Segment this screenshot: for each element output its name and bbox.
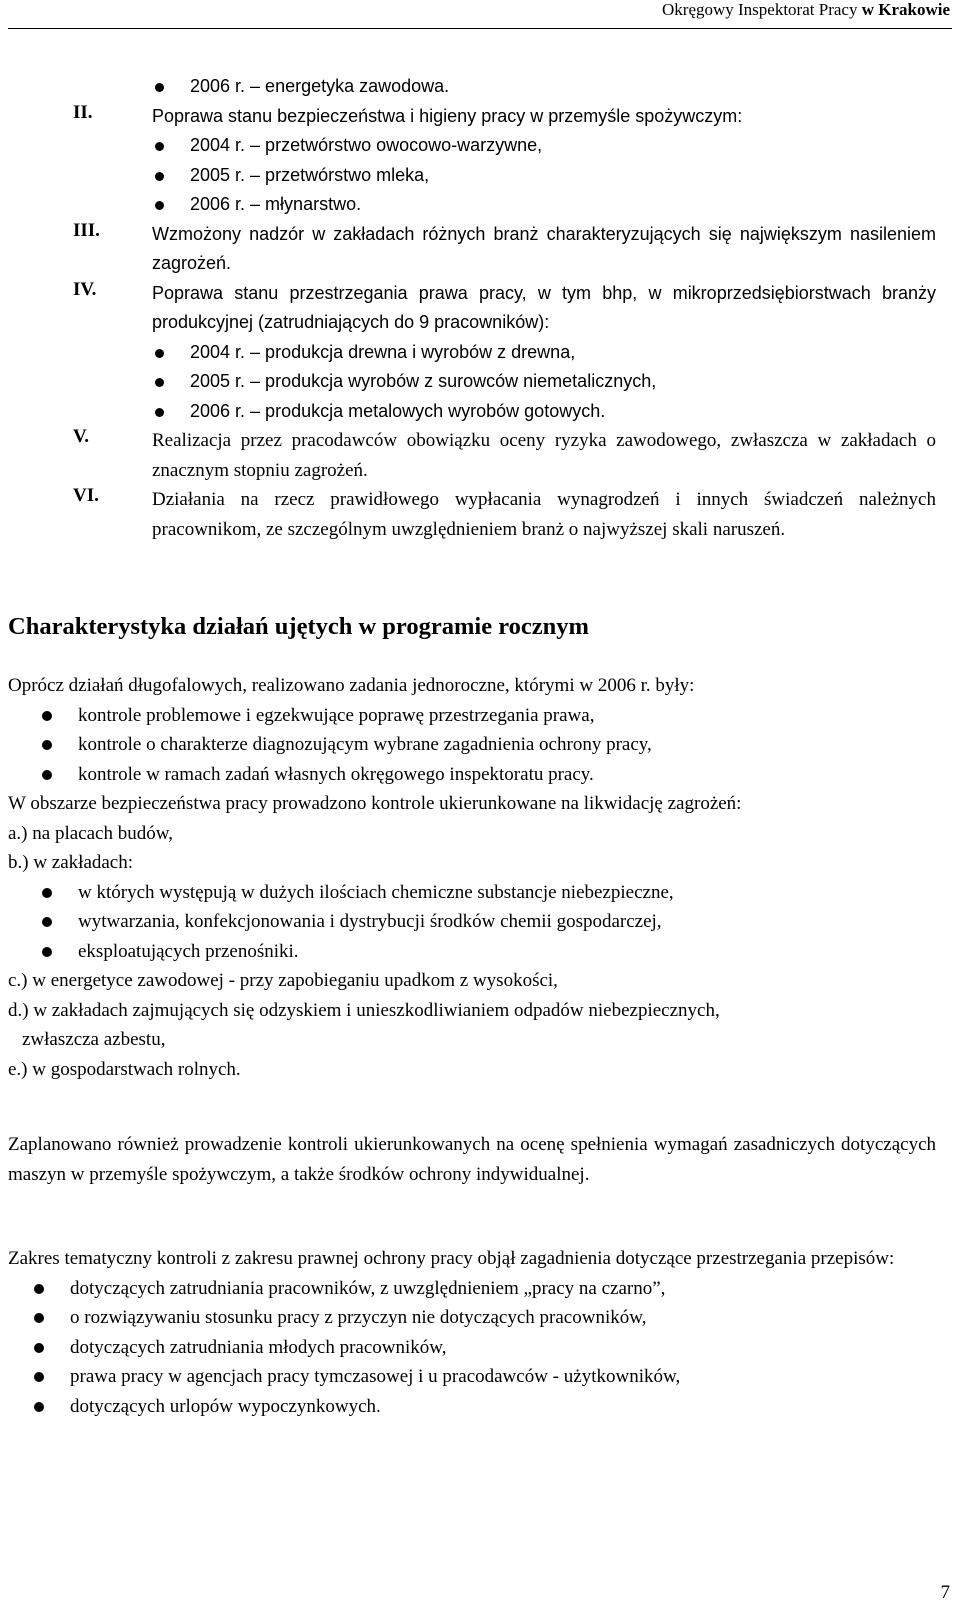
priority-item [0, 426, 960, 485]
planned-section [8, 1130, 936, 1189]
scope-section [8, 1244, 936, 1421]
item-d-continuation: zwłaszcza azbestu, [22, 1029, 166, 1050]
header-city: w Krakowie [861, 0, 950, 19]
priority-item [0, 72, 960, 102]
list-item: kontrole o charakterze diagnozującym wybrane zagadnienia ochrony pracy, [8, 730, 936, 760]
list-item: 2006 r. – młynarstwo. [152, 190, 936, 220]
priority-text: Poprawa stanu bezpieczeństwa i higieny pracy w przemyśle spożywczym: [152, 105, 743, 126]
list-item: kontrole w ramach zadań własnych okręgowego inspektoratu pracy. [8, 760, 936, 790]
b-bullet-list [8, 878, 936, 967]
priority-text: Poprawa stanu przestrzegania prawa pracy, w tym bhp, w mikroprzedsiębiorstwach branży produkcyjnej (zatrudniających do 9 pracowników): [152, 282, 936, 332]
list-item: kontrole problemowe i egzekwujące poprawę przestrzegania prawa, [8, 701, 936, 731]
safety-paragraph: W obszarze bezpieczeństwa pracy prowadzono kontrole ukierunkowane na likwidację zagrożeń: [8, 793, 742, 814]
list-item: wytwarzania, konfekcjonowania i dystrybucji środków chemii gospodarczej, [8, 907, 936, 937]
priority-list [0, 72, 960, 544]
item-d: d.) w zakładach zajmujących się odzyskiem i unieszkodliwianiem odpadów niebezpiecznych, [8, 999, 720, 1021]
priority-number: II. [73, 101, 93, 123]
list-item: prawa pracy w agencjach pracy tymczasowej i u pracodawców - użytkowników, [8, 1362, 936, 1392]
section-body [8, 671, 936, 1084]
scope-paragraph: Zakres tematyczny kontroli z zakresu prawnej ochrony pracy objął zagadnienia dotyczące przestrzegania przepisów: [8, 1248, 895, 1269]
header-rule [8, 28, 952, 29]
priority-number: VI. [73, 485, 99, 506]
priority-bullet-list [152, 131, 936, 220]
list-item: dotyczących urlopów wypoczynkowych. [8, 1392, 936, 1422]
priority-text: Działania na rzecz prawidłowego wypłacania wynagrodzeń i innych świadczeń należnych pracownikom, ze szczególnym uwzględnieniem branż o najwyższej skali naruszeń. [152, 489, 936, 540]
item-b: b.) w zakładach: [8, 852, 134, 873]
priority-item [0, 102, 960, 220]
priority-bullet-list [152, 72, 936, 102]
list-item: 2005 r. – przetwórstwo mleka, [152, 161, 936, 191]
list-item: 2004 r. – przetwórstwo owocowo-warzywne, [152, 131, 936, 161]
header-org: Okręgowy Inspektorat Pracy [662, 0, 862, 19]
list-item: 2005 r. – produkcja wyrobów z surowców niemetalicznych, [152, 367, 936, 397]
planned-paragraph: Zaplanowano również prowadzenie kontroli ukierunkowanych na ocenę spełnienia wymagań zasadniczych dotyczących maszyn w przemyśle spożywczym, a także środków ochrony indywidualnej. [8, 1134, 936, 1185]
priority-item [0, 485, 960, 544]
list-item: w których występują w dużych ilościach chemiczne substancje niebezpieczne, [8, 878, 936, 908]
section-heading: Charakterystyka działań ujętych w programie rocznym [8, 613, 589, 640]
priority-number: IV. [73, 278, 97, 300]
list-item: dotyczących zatrudniania młodych pracowników, [8, 1333, 936, 1363]
list-item: dotyczących zatrudniania pracowników, z uwzględnieniem „pracy na czarno”, [8, 1274, 936, 1304]
priority-item [0, 279, 960, 427]
priority-text: Wzmożony nadzór w zakładach różnych branż charakteryzujących się największym nasileniem zagrożeń. [152, 223, 936, 273]
priority-text: Realizacja przez pracodawców obowiązku oceny ryzyka zawodowego, zwłaszcza w zakładach o znacznym stopniu zagrożeń. [152, 430, 936, 481]
intro-bullet-list [8, 701, 936, 790]
scope-bullet-list [8, 1274, 936, 1422]
priority-bullet-list [152, 338, 936, 427]
priority-number: III. [73, 219, 100, 241]
list-item: 2006 r. – energetyka zawodowa. [152, 72, 936, 102]
item-a: a.) na placach budów, [8, 822, 173, 844]
list-item: 2006 r. – produkcja metalowych wyrobów gotowych. [152, 397, 936, 427]
list-item: 2004 r. – produkcja drewna i wyrobów z drewna, [152, 338, 936, 368]
list-item: o rozwiązywaniu stosunku pracy z przyczyn nie dotyczących pracowników, [8, 1303, 936, 1333]
list-item: eksploatujących przenośniki. [8, 937, 936, 967]
priority-number: V. [73, 426, 90, 447]
page-header [662, 0, 950, 20]
intro-paragraph: Oprócz działań długofalowych, realizowano zadania jednoroczne, którymi w 2006 r. były: [8, 675, 695, 696]
item-c: c.) w energetyce zawodowej - przy zapobieganiu upadkom z wysokości, [8, 970, 558, 991]
priority-item [0, 220, 960, 279]
page-number: 7 [940, 1582, 950, 1603]
item-e: e.) w gospodarstwach rolnych. [8, 1058, 241, 1080]
